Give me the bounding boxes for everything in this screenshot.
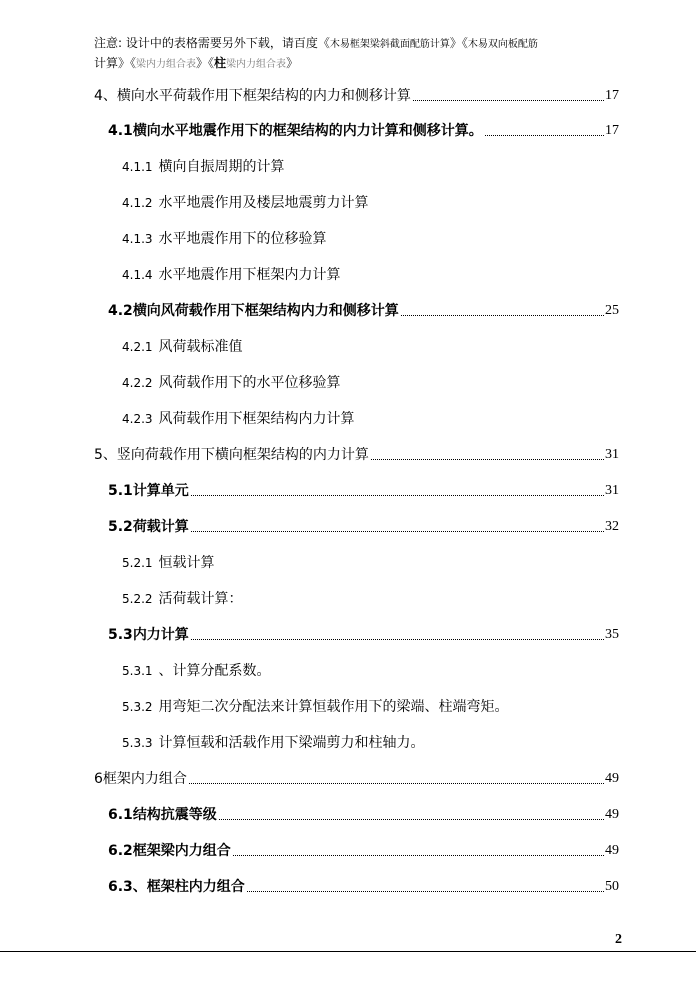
toc-entry-number: 4.2.3 [122,412,153,426]
toc-entry-5-1[interactable] [108,481,619,501]
notice-doc-1: 木易框架梁斜截面配筋计算 [329,39,450,50]
toc-entry-number: 5.2.1 [122,556,153,570]
notice-doc-2: 木易双向板配筋 [467,39,538,50]
toc-entry-title: 结构抗震等级 [132,807,217,823]
toc-entry-number: 4.2.1 [122,340,153,354]
toc-entry-number: 6.2 [108,843,133,859]
toc-entry-title: 框架柱内力组合 [146,879,245,895]
toc-entry-page: 17 [605,123,619,138]
toc-entry-number: 5.2.2 [122,592,153,606]
toc-entry-5-2-1[interactable] [122,553,215,573]
toc-entry-title: 风荷载作用下的水平位移验算 [158,375,341,391]
toc-entry-page: 50 [605,879,619,894]
toc-entry-number: 4.1.3 [122,232,153,246]
toc-dot-leader [485,135,604,136]
toc-entry-4[interactable] [94,86,619,106]
toc-entry-number: 5.1 [108,483,133,499]
footer-divider [0,951,696,952]
toc-entry-5-2-2[interactable] [122,589,243,609]
toc-entry-page: 49 [605,771,619,786]
toc-entry-title: 内力计算 [132,627,189,643]
toc-entry-5-2[interactable] [108,517,619,537]
toc-entry-4-2-1[interactable] [122,337,243,357]
toc-entry-4-2[interactable] [108,301,619,321]
toc-entry-title: 横向水平荷载作用下框架结构的内力和侧移计算 [116,88,411,104]
notice-prefix: 注意: 设计中的表格需要另外下载，请百度《 [94,36,330,50]
toc-entry-number: 4.1 [108,123,133,139]
toc-entry-title: 用弯矩二次分配法来计算恒载作用下的梁端、柱端弯矩。 [158,699,509,715]
toc-entry-6[interactable] [94,769,619,789]
toc-entry-number: 4.1.1 [122,160,153,174]
toc-dot-leader [191,639,604,640]
toc-entry-title: 横向水平地震作用下的框架结构的内力计算和侧移计算。 [132,123,483,139]
toc-entry-number: 5.3.3 [122,736,153,750]
toc-entry-number: 4.1.4 [122,268,153,282]
toc-entry-title: 横向自振周期的计算 [158,159,285,175]
toc-dot-leader [219,819,604,820]
toc-entry-title: 水平地震作用下的位移验算 [158,231,327,247]
toc-entry-number: 6 [94,771,103,787]
toc-dot-leader [191,495,604,496]
toc-entry-6-2[interactable] [108,841,619,861]
toc-entry-4-1[interactable] [108,121,619,141]
toc-entry-title: 水平地震作用下框架内力计算 [158,267,341,283]
toc-entry-page: 31 [605,447,619,462]
toc-entry-title: 、计算分配系数。 [158,663,271,679]
toc-dot-leader [371,459,604,460]
toc-entry-number: 6.1 [108,807,133,823]
toc-entry-4-1-4[interactable] [122,265,341,285]
toc-entry-6-3[interactable] [108,877,619,897]
toc-entry-number: 5.3.1 [122,664,153,678]
notice-sep-1: 》《 [449,36,468,50]
notice-doc-4-prefix: 柱 [214,56,227,70]
toc-entry-5-3-3[interactable] [122,733,425,753]
notice-line2-prefix: 计算 [94,56,119,70]
toc-entry-page: 49 [605,807,619,822]
toc-entry-number: 5、 [94,447,117,463]
toc-entry-number: 4.2 [108,303,133,319]
toc-entry-4-2-2[interactable] [122,373,341,393]
toc-entry-6-1[interactable] [108,805,619,825]
toc-entry-page: 31 [605,483,619,498]
toc-dot-leader [189,783,604,784]
toc-entry-title: 横向风荷载作用下框架结构内力和侧移计算 [132,303,399,319]
toc-entry-title: 框架梁内力组合 [132,843,231,859]
page-number: 2 [615,932,622,947]
notice-sep-3: 》《 [196,56,215,70]
toc-entry-page: 32 [605,519,619,534]
toc-entry-4-1-3[interactable] [122,229,327,249]
toc-entry-page: 25 [605,303,619,318]
toc-entry-title: 恒载计算 [158,555,215,571]
toc-entry-number: 5.3.2 [122,700,153,714]
toc-entry-4-1-2[interactable] [122,193,369,213]
toc-dot-leader [413,100,604,101]
toc-entry-title: 活荷载计算： [158,591,243,607]
toc-entry-title: 水平地震作用及楼层地震剪力计算 [158,195,369,211]
toc-entry-title: 计算恒载和活载作用下梁端剪力和柱轴力。 [158,735,425,751]
toc-dot-leader [247,891,604,892]
toc-dot-leader [401,315,604,316]
notice-doc-3: 梁内力组合表 [136,59,197,70]
toc-entry-title: 风荷载作用下框架结构内力计算 [158,411,355,427]
toc-entry-4-1-1[interactable] [122,157,285,177]
toc-entry-number: 4、 [94,88,117,104]
toc-entry-title: 竖向荷载作用下横向框架结构的内力计算 [116,447,369,463]
toc-entry-number: 4.1.2 [122,196,153,210]
toc-entry-4-2-3[interactable] [122,409,355,429]
toc-entry-page: 35 [605,627,619,642]
toc-entry-title: 计算单元 [132,483,189,499]
toc-entry-number: 5.2 [108,519,133,535]
toc-entry-5-3[interactable] [108,625,619,645]
toc-entry-number: 5.3 [108,627,133,643]
toc-entry-title: 风荷载标准值 [158,339,243,355]
toc-entry-number: 4.2.2 [122,376,153,390]
notice-sep-2: 》《 [118,56,137,70]
toc-entry-page: 49 [605,843,619,858]
toc-entry-5-3-1[interactable] [122,661,271,681]
toc-entry-page: 17 [605,88,619,103]
toc-entry-5-3-2[interactable] [122,697,509,717]
toc-dot-leader [233,855,604,856]
toc-dot-leader [191,531,604,532]
notice-doc-4: 梁内力组合表 [226,59,287,70]
toc-entry-number: 6.3、 [108,879,147,895]
toc-entry-title: 荷载计算 [132,519,189,535]
notice-suffix: 》 [286,56,299,70]
toc-entry-5[interactable] [94,445,619,465]
toc-entry-title: 框架内力组合 [102,771,187,787]
